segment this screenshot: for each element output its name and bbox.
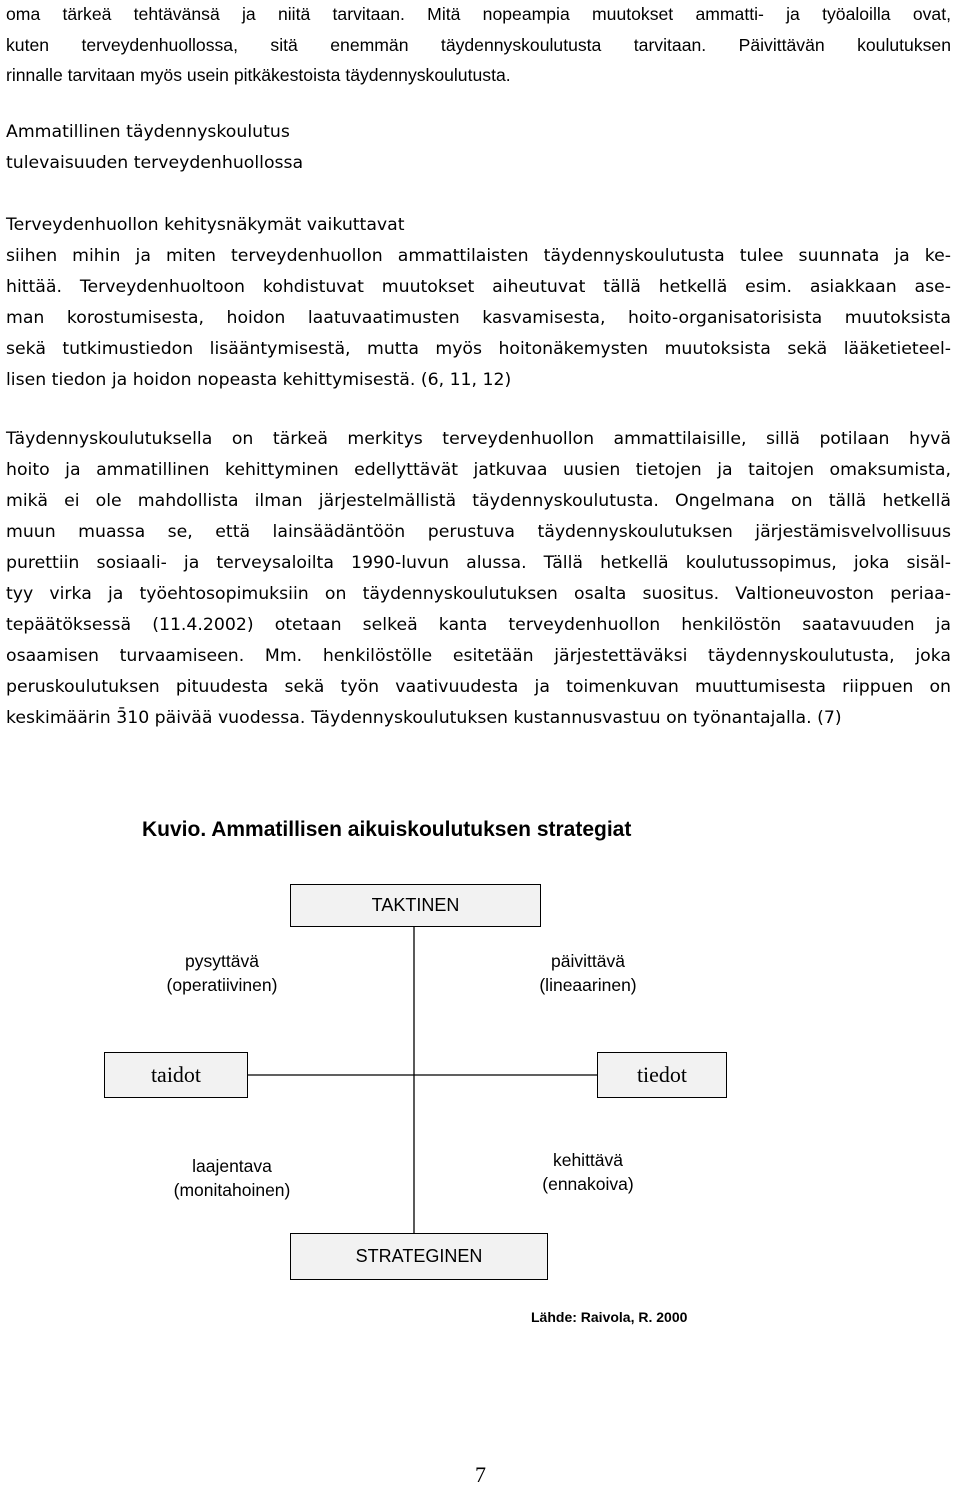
- label-line: päivittävä: [551, 951, 625, 971]
- paragraph-line: siihen mihin ja miten terveydenhuollon ammattilaisten täydennyskoulutusta tulee suunnata ja ke-: [6, 246, 951, 266]
- box-taidot: taidot: [104, 1052, 248, 1098]
- label-line: (ennakoiva): [542, 1174, 634, 1194]
- intro-paragraph: [6, 0, 951, 91]
- paragraph-line: mikä ei ole mahdollista ilman järjestelmällistä täydennyskoulutusta. Ongelmana on tällä hetkellä: [6, 491, 951, 511]
- paragraph-line: lisen tiedon ja hoidon nopeasta kehittymisestä. (6, 11, 12): [6, 370, 512, 390]
- box-tiedot: tiedot: [597, 1052, 727, 1098]
- section-heading-line2: tulevaisuuden terveydenhuollossa: [6, 153, 304, 173]
- paragraph-line: muun muassa se, että lainsäädäntöön perustuva täydennyskoulutuksen järjestämisvelvollisuus: [6, 522, 951, 542]
- paragraph-importance: [6, 424, 951, 734]
- figure-title: Kuvio. Ammatillisen aikuiskoulutuksen strategiat: [142, 818, 632, 841]
- paragraph-line: tepäätöksessä (11.4.2002) otetaan selkeä kanta terveydenhuollon henkilöstön saatavuuden ja: [6, 615, 951, 635]
- label-line: (operatiivinen): [166, 975, 278, 995]
- label-paivittava: [508, 949, 668, 997]
- page-number: 7: [475, 1462, 486, 1487]
- intro-line: rinnalle tarvitaan myös usein pitkäkestoista täydennyskoulutusta.: [6, 65, 511, 85]
- paragraph-line: hoito ja ammatillinen kehittyminen edellyttävät jatkuvaa uusien tietojen ja taitojen omaksumista,: [6, 460, 951, 480]
- label-kehittava: [508, 1148, 668, 1196]
- label-line: laajentava: [192, 1156, 272, 1176]
- strategy-diagram: [0, 870, 960, 1310]
- figure-source: Lähde: Raivola, R. 2000: [531, 1309, 688, 1325]
- paragraph-line: sekä tutkimustiedon lisääntymisestä, mutta myös hoitonäkemysten muutoksista sekä lääketieteel-: [6, 339, 951, 359]
- paragraph-line: hittää. Terveydenhuoltoon kohdistuvat muutokset aiheutuvat tällä hetkellä esim. asiakkaan ase-: [6, 277, 951, 297]
- label-line: (monitahoinen): [173, 1180, 291, 1200]
- paragraph-line: peruskoulutuksen pituudesta sekä työn vaativuudesta ja toimenkuvan muuttumisesta riippuen on: [6, 677, 951, 697]
- section-heading: [6, 117, 303, 179]
- label-line: (lineaarinen): [539, 975, 637, 995]
- box-strateginen: STRATEGINEN: [290, 1233, 548, 1280]
- label-line: pysyttävä: [185, 951, 259, 971]
- paragraph-line: Täydennyskoulutuksella on tärkeä merkitys terveydenhuollon ammattilaisille, sillä potilaan hyvä: [6, 429, 951, 449]
- paragraph-line: tyy virka ja työehtosopimuksiin on täydennyskoulutuksen osalta suositus. Valtioneuvoston periaa-: [6, 584, 951, 604]
- paragraph-line: man korostumisesta, hoidon laatuvaatimusten kasvamisesta, hoito-organisatorisista muutoksista: [6, 308, 951, 328]
- box-taktinen: TAKTINEN: [290, 884, 541, 927]
- paragraph-line: purettiin sosiaali- ja terveysaloilta 1990-luvun alussa. Tällä hetkellä koulutussopimus, joka sisäl-: [6, 553, 951, 573]
- label-line: kehittävä: [552, 1150, 624, 1170]
- paragraph-line: Terveydenhuollon kehitysnäkymät vaikuttavat: [6, 215, 405, 235]
- section-heading-line1: Ammatillinen täydennyskoulutus: [6, 122, 290, 142]
- paragraph-development: [6, 210, 951, 396]
- label-laajentava: [147, 1154, 317, 1202]
- paragraph-line: osaamisen turvaamiseen. Mm. henkilöstölle esitetään järjestettäväksi täydennyskoulutusta, joka: [6, 646, 951, 666]
- intro-line: oma tärkeä tehtävänsä ja niitä tarvitaan. Mitä nopeampia muutokset ammatti- ja työaloilla ovat,: [6, 4, 951, 24]
- label-pysyttava: [142, 949, 302, 997]
- intro-line: kuten terveydenhuollossa, sitä enemmän täydennyskoulutusta tarvitaan. Päivittävän koulutuksen: [6, 34, 951, 55]
- paragraph-line: keskimäärin 3̄10 päivää vuodessa. Täydennyskoulutuksen kustannusvastuu on työnantajalla. (7): [6, 708, 842, 728]
